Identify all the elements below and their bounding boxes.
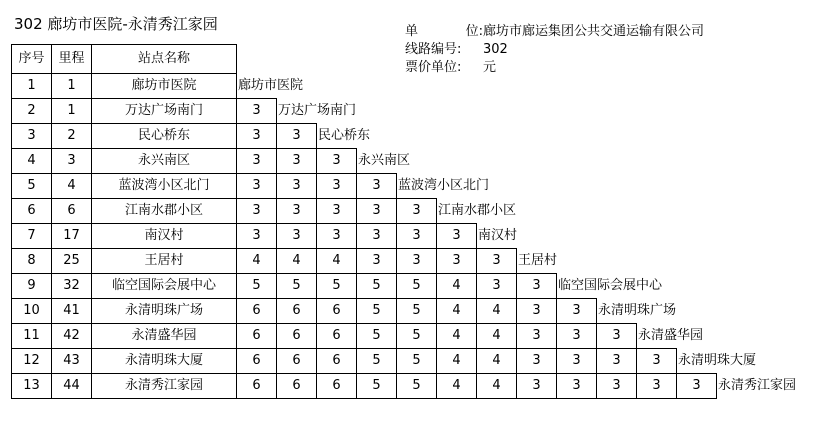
stop-number: 9 xyxy=(12,274,52,299)
stop-name: 蓝波湾小区北门 xyxy=(92,174,237,199)
fare-cell: 3 xyxy=(597,349,637,374)
diagonal-station-label: 永清秀江家园 xyxy=(718,378,797,393)
stop-number: 12 xyxy=(12,349,52,374)
fare-cell: 3 xyxy=(397,249,437,274)
fare-table xyxy=(11,44,796,399)
fare-cell: 3 xyxy=(277,224,317,249)
fare-cell: 5 xyxy=(237,274,277,299)
fare-cell: 5 xyxy=(357,374,397,399)
operator-label xyxy=(405,23,483,41)
stop-name: 永清明珠大厦 xyxy=(92,349,237,374)
fare-cell: 4 xyxy=(477,299,517,324)
table-row xyxy=(12,249,797,274)
fare-cell: 4 xyxy=(437,299,477,324)
fare-cell: 3 xyxy=(557,374,597,399)
fare-cell: 3 xyxy=(277,199,317,224)
fare-cell: 3 xyxy=(277,149,317,174)
fare-cell: 3 xyxy=(277,174,317,199)
stop-name: 万达广场南门 xyxy=(92,99,237,124)
stop-number: 11 xyxy=(12,324,52,349)
fare-unit-value: 元 xyxy=(483,60,497,75)
fare-cell: 6 xyxy=(317,349,357,374)
fare-cell: 6 xyxy=(317,299,357,324)
diagonal-station-label: 万达广场南门 xyxy=(278,102,357,118)
fare-cell: 3 xyxy=(517,374,557,399)
stop-number: 7 xyxy=(12,224,52,249)
diagonal-station-label: 王居村 xyxy=(518,252,558,268)
header-row xyxy=(12,45,797,74)
fare-cell: 4 xyxy=(477,349,517,374)
fare-cell: 4 xyxy=(437,374,477,399)
fare-cell: 5 xyxy=(397,299,437,324)
fare-cell: 6 xyxy=(277,324,317,349)
fare-cell: 3 xyxy=(597,374,637,399)
stop-name: 民心桥东 xyxy=(92,124,237,149)
fare-cell: 3 xyxy=(517,349,557,374)
stop-name: 永兴南区 xyxy=(92,149,237,174)
fare-cell: 5 xyxy=(397,349,437,374)
stop-number: 10 xyxy=(12,299,52,324)
diagonal-station-label: 南汉村 xyxy=(478,227,518,243)
fare-cell: 3 xyxy=(357,199,397,224)
stop-mileage: 42 xyxy=(52,324,92,349)
fare-cell: 3 xyxy=(477,274,517,299)
operator-row xyxy=(405,23,704,41)
fare-cell: 3 xyxy=(237,199,277,224)
table-row xyxy=(12,374,797,399)
stop-number: 3 xyxy=(12,124,52,149)
diagonal-station-label: 临空国际会展中心 xyxy=(558,277,663,293)
fare-cell: 5 xyxy=(357,324,397,349)
fare-cell: 5 xyxy=(397,374,437,399)
stop-mileage: 2 xyxy=(52,124,92,149)
fare-cell: 3 xyxy=(317,149,357,174)
fare-unit-label: 票价单位: xyxy=(405,60,462,75)
fare-cell: 3 xyxy=(397,224,437,249)
table-row xyxy=(12,224,797,249)
fare-cell: 3 xyxy=(317,199,357,224)
fare-cell: 3 xyxy=(557,324,597,349)
fare-cell: 6 xyxy=(277,349,317,374)
fare-cell: 3 xyxy=(637,374,677,399)
table-row xyxy=(12,74,797,99)
line-number-label: 线路编号: xyxy=(405,42,462,57)
table-row xyxy=(12,99,797,124)
fare-cell: 4 xyxy=(437,349,477,374)
fare-cell: 3 xyxy=(637,349,677,374)
fare-cell: 3 xyxy=(237,149,277,174)
header-km: 里程 xyxy=(52,45,92,74)
stop-mileage: 41 xyxy=(52,299,92,324)
stop-mileage: 1 xyxy=(52,74,92,99)
fare-cell: 3 xyxy=(677,374,717,399)
stop-name: 永清秀江家园 xyxy=(92,374,237,399)
stop-mileage: 1 xyxy=(52,99,92,124)
fare-cell: 5 xyxy=(317,274,357,299)
stop-mileage: 25 xyxy=(52,249,92,274)
table-row xyxy=(12,274,797,299)
table-row xyxy=(12,199,797,224)
stop-number: 6 xyxy=(12,199,52,224)
stop-number: 5 xyxy=(12,174,52,199)
stop-name: 南汉村 xyxy=(92,224,237,249)
diagonal-station-label: 蓝波湾小区北门 xyxy=(398,177,490,193)
fare-cell: 3 xyxy=(437,224,477,249)
fare-cell: 5 xyxy=(397,324,437,349)
fare-cell: 6 xyxy=(317,374,357,399)
fare-cell: 3 xyxy=(437,249,477,274)
fare-cell: 5 xyxy=(357,299,397,324)
fare-cell: 3 xyxy=(237,99,277,124)
fare-cell: 3 xyxy=(397,199,437,224)
fare-cell: 3 xyxy=(237,224,277,249)
stop-name: 永清盛华园 xyxy=(92,324,237,349)
table-row xyxy=(12,149,797,174)
diagonal-station-label: 永清明珠大厦 xyxy=(678,352,757,368)
fare-cell: 6 xyxy=(237,349,277,374)
table-row xyxy=(12,299,797,324)
fare-cell: 3 xyxy=(517,324,557,349)
stop-name: 永清明珠广场 xyxy=(92,299,237,324)
fare-cell: 3 xyxy=(517,274,557,299)
stop-mileage: 44 xyxy=(52,374,92,399)
stop-number: 2 xyxy=(12,99,52,124)
stop-name: 廊坊市医院 xyxy=(92,74,237,99)
fare-cell: 6 xyxy=(317,324,357,349)
fare-cell: 5 xyxy=(277,274,317,299)
fare-cell: 6 xyxy=(237,324,277,349)
stop-name: 王居村 xyxy=(92,249,237,274)
fare-cell: 4 xyxy=(277,249,317,274)
fare-cell: 6 xyxy=(277,299,317,324)
stop-mileage: 32 xyxy=(52,274,92,299)
fare-cell: 6 xyxy=(237,374,277,399)
diagonal-station-label: 永清明珠广场 xyxy=(598,302,677,318)
stop-number: 1 xyxy=(12,74,52,99)
diagonal-station-label: 永清盛华园 xyxy=(638,327,704,343)
fare-cell: 6 xyxy=(237,299,277,324)
stop-mileage: 43 xyxy=(52,349,92,374)
fare-cell: 4 xyxy=(437,324,477,349)
fare-cell: 3 xyxy=(357,174,397,199)
header-no: 序号 xyxy=(12,45,52,74)
fare-cell: 3 xyxy=(237,174,277,199)
fare-cell: 3 xyxy=(277,124,317,149)
fare-cell: 3 xyxy=(557,299,597,324)
stop-number: 4 xyxy=(12,149,52,174)
table-row xyxy=(12,174,797,199)
route-title: 302 廊坊市医院-永清秀江家园 xyxy=(14,15,218,33)
fare-cell: 3 xyxy=(517,299,557,324)
operator-value: 廊坊市廊运集团公共交通运输有限公司 xyxy=(483,24,705,39)
diagonal-station-label: 永兴南区 xyxy=(358,152,411,168)
stop-name: 临空国际会展中心 xyxy=(92,274,237,299)
stop-number: 13 xyxy=(12,374,52,399)
fare-cell: 3 xyxy=(477,249,517,274)
table-row xyxy=(12,349,797,374)
operator-label-b: 位: xyxy=(465,24,483,39)
fare-cell: 5 xyxy=(357,349,397,374)
fare-cell: 4 xyxy=(477,324,517,349)
stop-mileage: 17 xyxy=(52,224,92,249)
header-station: 站点名称 xyxy=(92,45,237,74)
fare-cell: 3 xyxy=(357,249,397,274)
table-row xyxy=(12,124,797,149)
fare-cell: 3 xyxy=(557,349,597,374)
fare-cell: 3 xyxy=(597,324,637,349)
fare-cell: 3 xyxy=(237,124,277,149)
fare-cell: 5 xyxy=(397,274,437,299)
stop-mileage: 4 xyxy=(52,174,92,199)
fare-cell: 6 xyxy=(277,374,317,399)
stop-mileage: 6 xyxy=(52,199,92,224)
line-number-value: 302 xyxy=(483,42,508,57)
fare-cell: 3 xyxy=(317,224,357,249)
stop-name: 江南水郡小区 xyxy=(92,199,237,224)
fare-cell: 4 xyxy=(437,274,477,299)
stop-number: 8 xyxy=(12,249,52,274)
fare-cell: 4 xyxy=(317,249,357,274)
table-row xyxy=(12,324,797,349)
fare-cell: 3 xyxy=(357,224,397,249)
operator-label-a: 单 xyxy=(405,24,419,39)
fare-cell: 4 xyxy=(237,249,277,274)
fare-cell: 3 xyxy=(317,174,357,199)
diagonal-station-label: 廊坊市医院 xyxy=(238,77,304,93)
diagonal-station-label: 江南水郡小区 xyxy=(438,202,517,218)
fare-cell: 4 xyxy=(477,374,517,399)
fare-cell: 5 xyxy=(357,274,397,299)
stop-mileage: 3 xyxy=(52,149,92,174)
diagonal-station-label: 民心桥东 xyxy=(318,127,371,143)
